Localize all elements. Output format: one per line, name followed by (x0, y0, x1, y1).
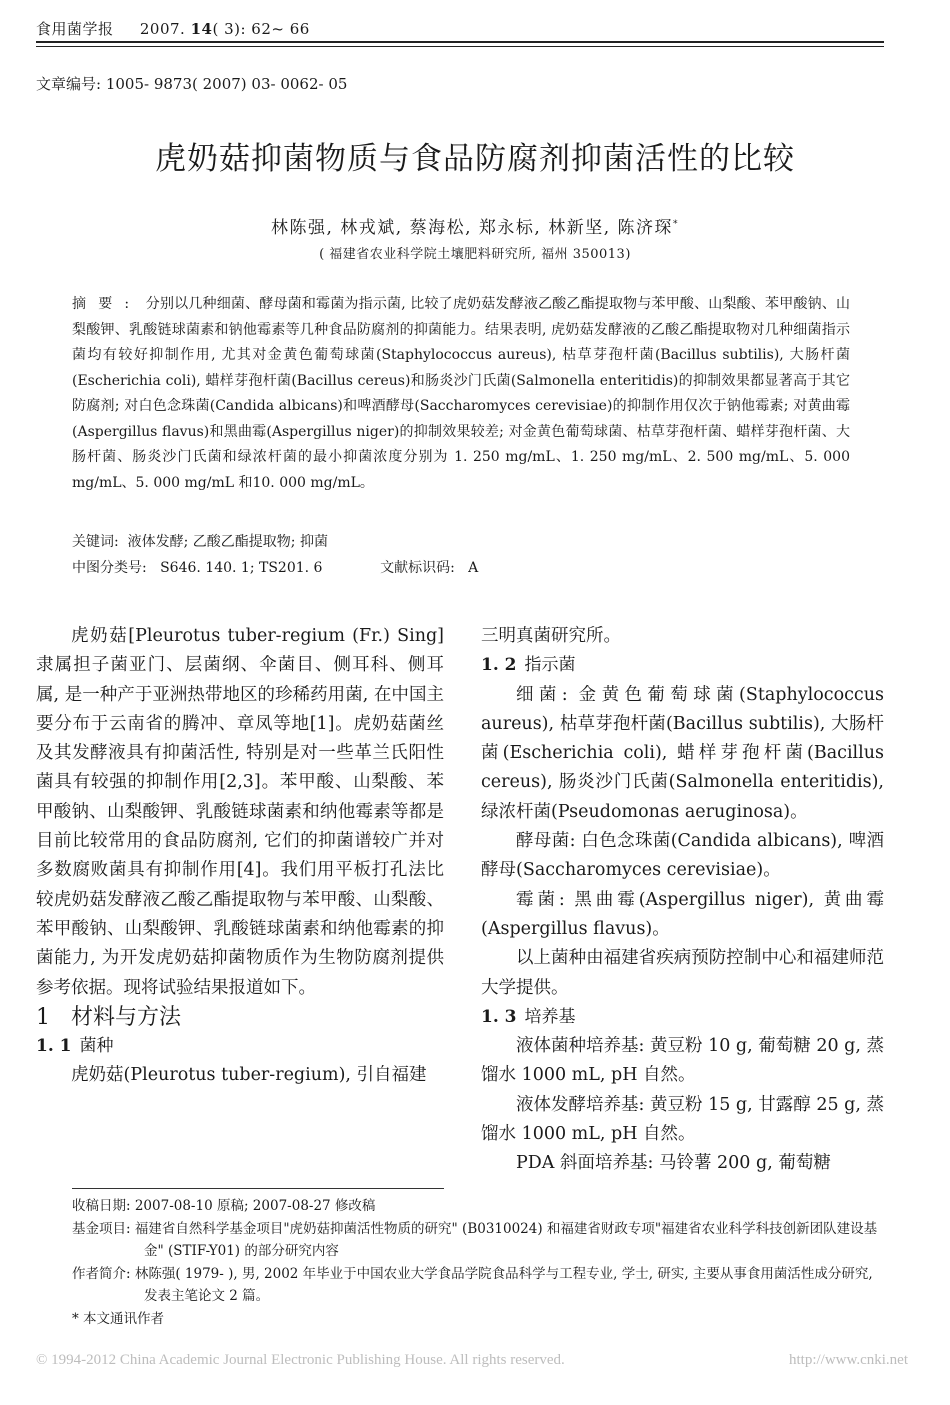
abstract-label: 摘要: (72, 296, 142, 312)
authors (0, 213, 950, 238)
affiliation: ( 福建省农业科学院土壤肥料研究所, 福州 350013) (319, 247, 631, 262)
copyright-text: © 1994-2012 China Academic Journal Electronic Publishing House. All rights reserved. (36, 1352, 565, 1368)
corresponding-note: * 本文通讯作者 (72, 1310, 165, 1327)
footnotes (72, 1195, 884, 1330)
keywords-label: 关键词: (72, 534, 119, 550)
section-1-3-title: 培养基 (524, 1006, 576, 1027)
medium-1: 液体菌种培养基: 黄豆粉 10 g, 葡萄糖 20 g, 蒸馏水 1000 mL, pH 自然。 (481, 1036, 884, 1086)
doc-code: A (468, 560, 479, 576)
fund-info: 基金项目: 福建省自然科学基金项目"虎奶菇抑菌活性物质的研究" (B0310024) 和福建省财政专项"福建省农业科学科技创新团队建设基金" (STIF-Y01) 的部分研究内容 (72, 1220, 878, 1259)
bacteria-paragraph: 细菌: 金黄色葡萄球菌(Staphylococcus aureus), 枯草芽孢杆菌(Bacillus subtilis), 大肠杆菌(Escherichia coli), 蜡样芽孢杆菌(Bacillus cereus), 肠炎沙门氏菌(Salmonella enteritidis), 绿浓杆菌(Pseudomonas aeruginosa)。 (481, 684, 884, 822)
journal-pages: : 62~ 66 (240, 20, 310, 38)
journal-volume: 14 (190, 20, 213, 38)
section-1-1-title: 菌种 (79, 1036, 114, 1057)
left-column (36, 622, 444, 1091)
footnote-rule (72, 1188, 444, 1189)
keywords-text: 液体发酵; 乙酸乙酯提取物; 抑菌 (127, 534, 328, 550)
section-1-number: 1 (36, 1004, 50, 1030)
continued-text: 三明真菌研究所。 (481, 626, 621, 646)
cnki-url[interactable]: http://www.cnki.net (788, 1352, 908, 1368)
section-1-2-number: 1. 2 (481, 655, 517, 676)
paper-title: 虎奶菇抑菌物质与食品防腐剂抑菌活性的比较 (155, 141, 795, 177)
corresponding-mark: * (673, 219, 680, 230)
journal-name: 食用菌学报 (36, 20, 114, 38)
section-1-3-heading (481, 1003, 884, 1032)
yeast-paragraph: 酵母菌: 白色念珠菌(Candida albicans), 啤酒酵母(Saccharomyces cerevisiae)。 (481, 831, 884, 881)
received-date: 收稿日期: 2007-08-10 原稿; 2007-08-27 修改稿 (72, 1198, 376, 1214)
section-1-2-title: 指示菌 (524, 655, 576, 676)
section-1-heading (36, 1003, 444, 1032)
intro-paragraph: 虎奶菇[Pleurotus tuber-regium (Fr.) Sing] 隶属担子菌亚门、层菌纲、伞菌目、侧耳科、侧耳属, 是一种产于亚洲热带地区的珍稀药用菌, 在中国主要分布于云南省的腾冲、章凤等地[1]。虎奶菇菌丝及其发酵液具有抑菌活性, 特别是对一些革兰氏阳性菌具有较强的抑制作用[2,3]。苯甲酸、山梨酸、苯甲酸钠、山梨酸钾、乳酸链球菌素和纳他霉素等都是目前比较常用的食品防腐剂, 它们的抑菌谱较广并对多数腐败菌具有抑制作用[4]。我们用平板打孔法比较虎奶菇发酵液乙酸乙酯提取物与苯甲酸、山梨酸、苯甲酸钠、山梨酸钾、乳酸链球菌素和纳他霉素的抑菌能力, 为开发虎奶菇抑菌物质作为生物防腐剂提供参考依据。现将试验结果报道如下。 (36, 626, 444, 998)
section-1-2-heading (481, 651, 884, 680)
medium-2: 液体发酵培养基: 黄豆粉 15 g, 甘露醇 25 g, 蒸馏水 1000 mL, pH 自然。 (481, 1094, 884, 1145)
journal-year: 2007. (139, 20, 186, 38)
abstract-text: 分别以几种细菌、酵母菌和霉菌为指示菌, 比较了虎奶菇发酵液乙酸乙酯提取物与苯甲酸、山梨酸、苯甲酸钠、山梨酸钾、乳酸链球菌素和钠他霉素等几种食品防腐剂的抑菌能力。结果表明, 虎奶菇发酵液的乙酸乙酯提取物对几种细菌指示菌均有较好抑制作用, 尤其对金黄色葡萄球菌(Staphylococcus aureus), 枯草芽孢杆菌(Bacillus subtilis), 大肠杆菌(Escherichia coli), 蜡样芽孢杆菌(Bacillus cereus)和肠炎沙门氏菌(Salmonella enteritidis)的抑制效果都显著高于其它防腐剂; 对白色念珠菌(Candida albicans)和啤酒酵母(Saccharomyces cerevisiae)的抑制作用仅次于钠他霉素; 对黄曲霉(Aspergillus flavus)和黑曲霉(Aspergillus niger)的抑制效果较差; 对金黄色葡萄球菌、枯草芽孢杆菌、蜡样芽孢杆菌、大肠杆菌、肠炎沙门氏菌和绿浓杆菌的最小抑菌浓度分别为 1. 250 mg/mL、1. 250 mg/mL、2. 500 mg/mL、5. 000 mg/mL、5. 000 mg/mL 和10. 000 mg/mL。 (72, 296, 851, 491)
section-1-1-number: 1. 1 (36, 1036, 72, 1057)
mold-paragraph: 霉菌: 黑曲霉(Aspergillus niger), 黄曲霉(Aspergillus flavus)。 (481, 889, 884, 939)
section-1-1-text: 虎奶菇(Pleurotus tuber-regium), 引自福建 (71, 1065, 427, 1086)
copyright-watermark (36, 1352, 908, 1369)
journal-issue: ( 3) (212, 20, 241, 38)
section-1-title: 材料与方法 (70, 1004, 181, 1030)
doc-code-label: 文献标识码: (380, 560, 455, 576)
medium-3: PDA 斜面培养基: 马铃薯 200 g, 葡萄糖 (516, 1153, 831, 1174)
journal-header (36, 18, 310, 39)
classification (72, 557, 478, 577)
section-1-1-heading (36, 1032, 444, 1061)
article-id: 文章编号: 1005- 9873( 2007) 03- 0062- 05 (36, 75, 348, 93)
header-rule-thin (36, 46, 884, 47)
author-list: 林陈强, 林戎斌, 蔡海松, 郑永标, 林新坚, 陈济琛 (270, 218, 674, 238)
abstract (72, 292, 850, 496)
section-1-3-number: 1. 3 (481, 1006, 517, 1027)
header-rule-thick (36, 41, 884, 43)
keywords (72, 531, 328, 551)
classification-label: 中图分类号: (72, 560, 147, 576)
source-paragraph: 以上菌种由福建省疾病预防控制中心和福建师范大学提供。 (481, 948, 884, 998)
right-column (481, 622, 884, 1179)
author-bio: 作者简介: 林陈强( 1979- ), 男, 2002 年毕业于中国农业大学食品学院食品科学与工程专业, 学士, 研实, 主要从事食用菌活性成分研究, 发表主笔论文 2 篇。 (72, 1265, 873, 1304)
classification-text: S646. 140. 1; TS201. 6 (160, 560, 323, 576)
